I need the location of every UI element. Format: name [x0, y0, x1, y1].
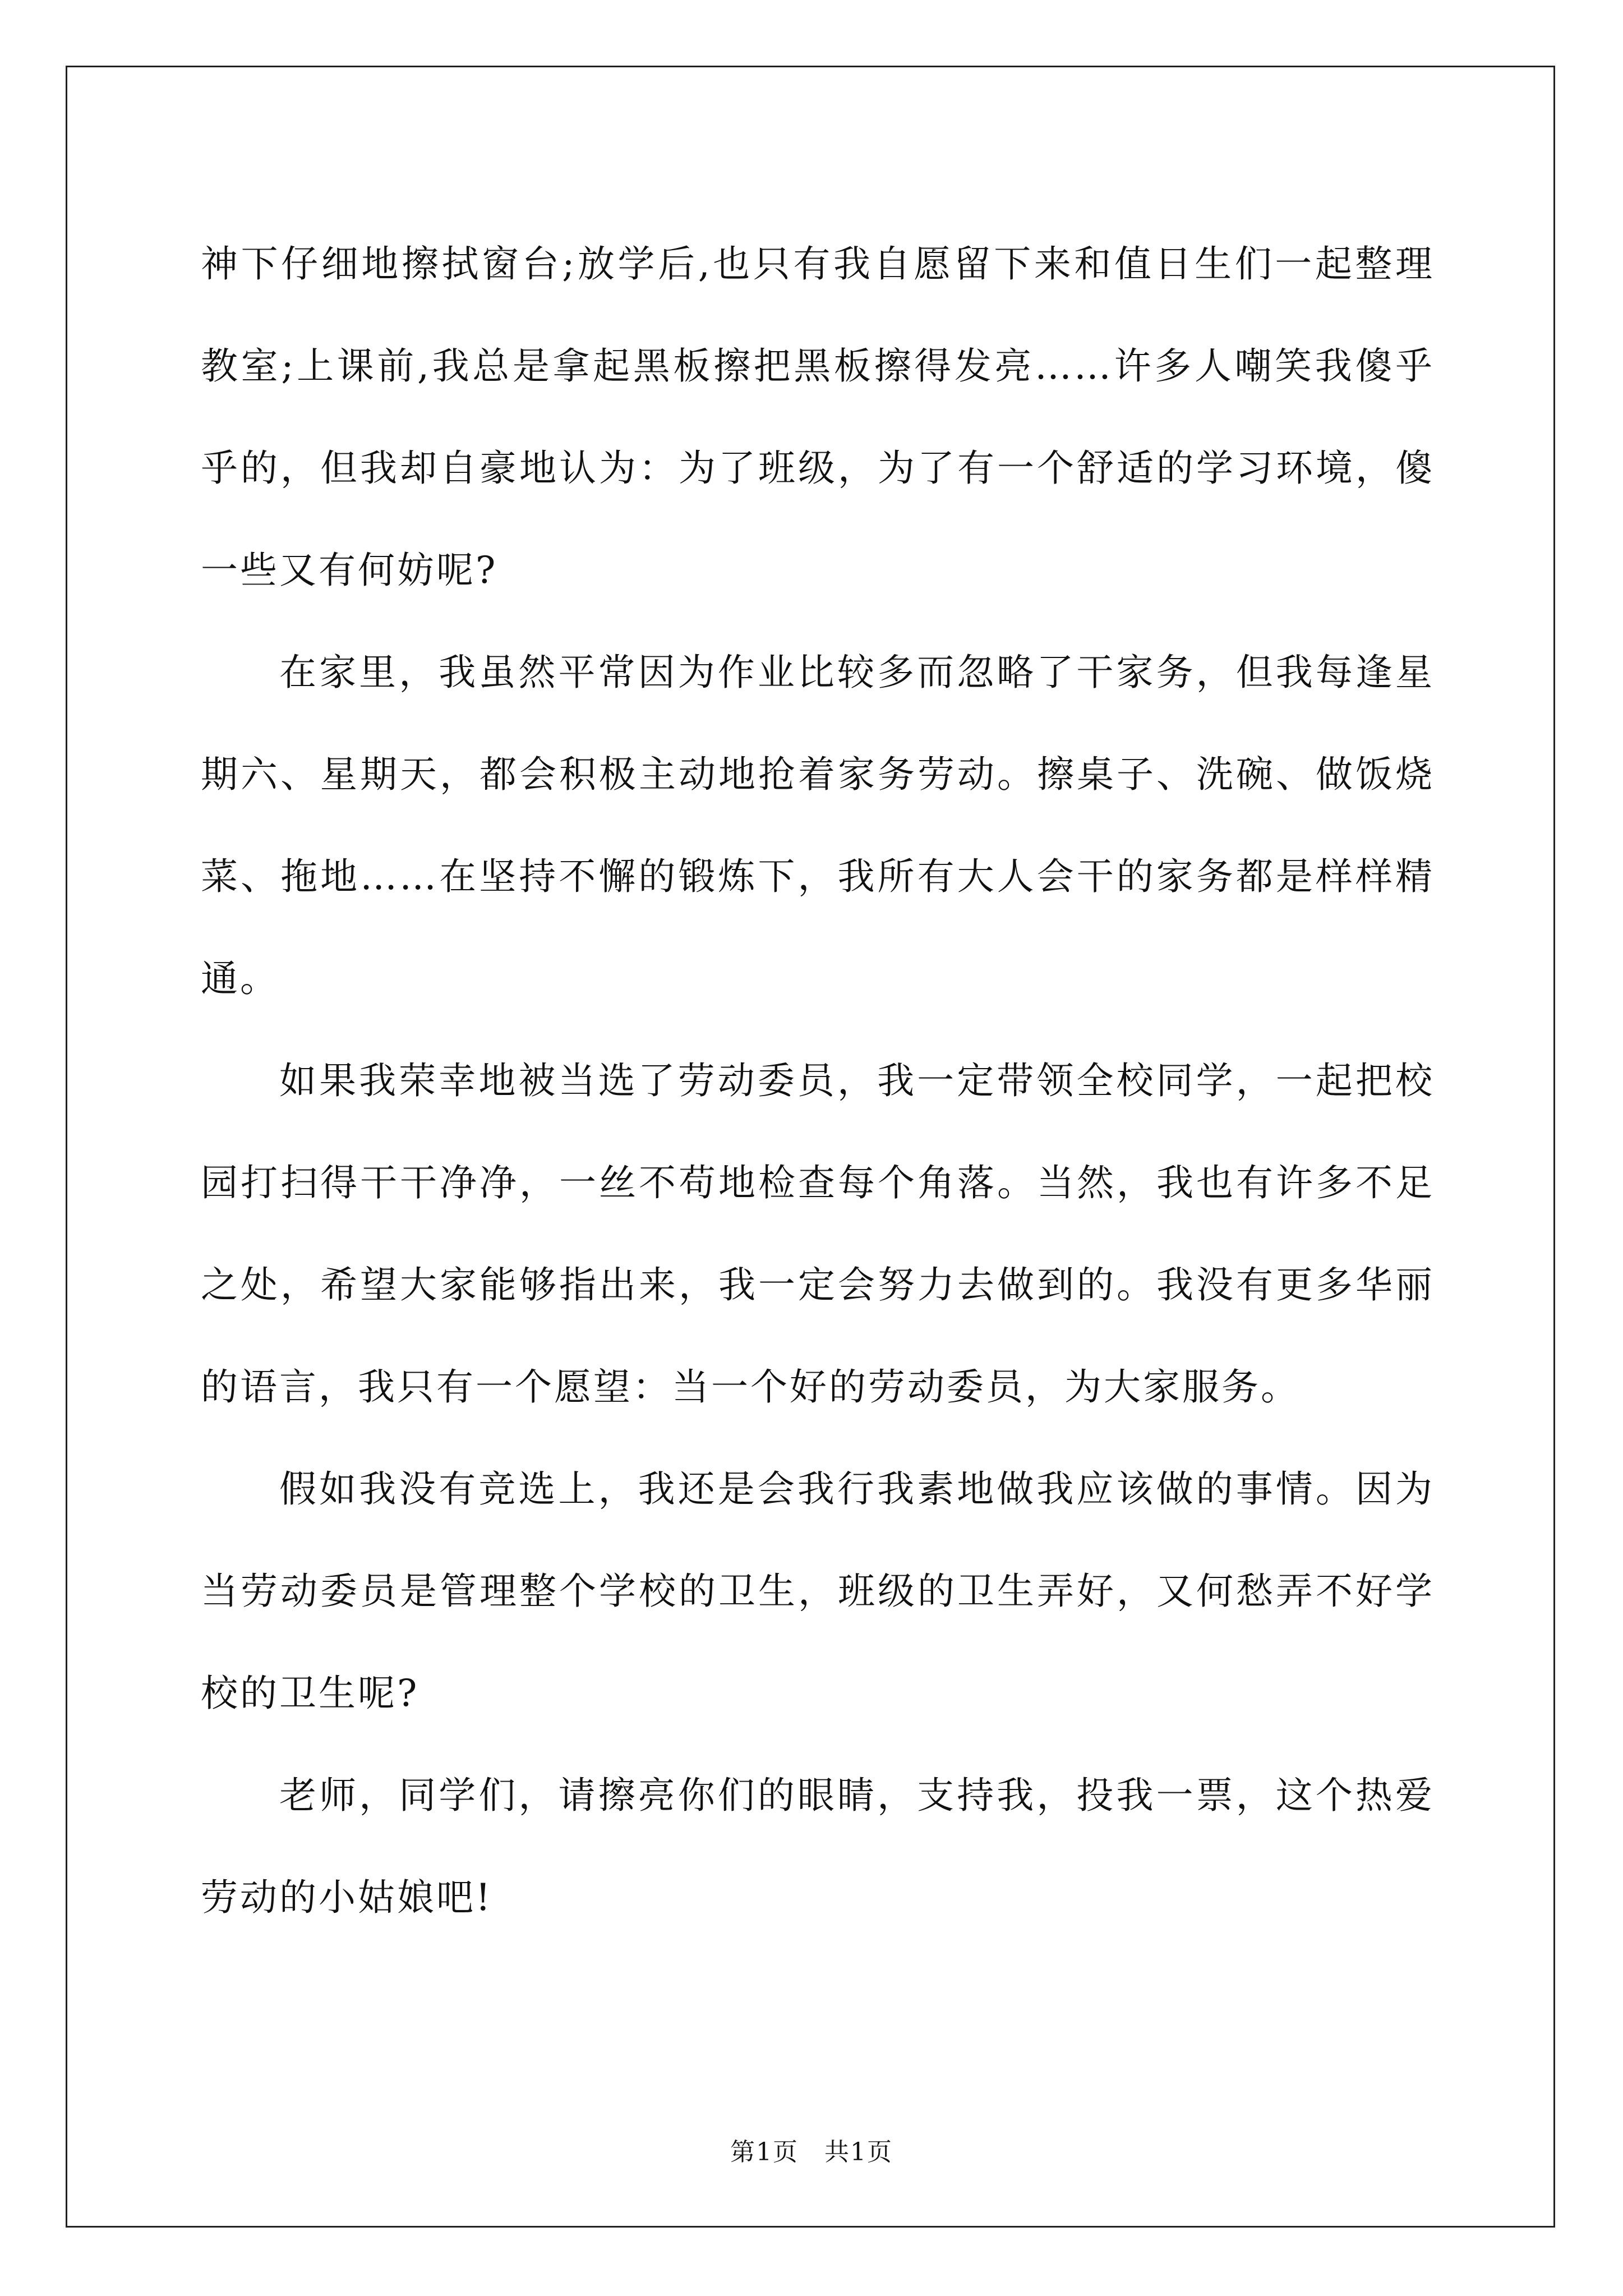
paragraph: 假如我没有竞选上，我还是会我行我素地做我应该做的事情。因为当劳动委员是管理整个学校的卫生，班级的卫生弄好，又何愁弄不好学校的卫生呢? — [201, 1467, 1435, 1715]
paragraph: 老师，同学们，请擦亮你们的眼睛，支持我，投我一票，这个热爱劳动的小姑娘吧! — [201, 1774, 1435, 1919]
paragraph: 在家里，我虽然平常因为作业比较多而忽略了干家务，但我每逢星期六、星期天，都会积极主动地抢着家务劳动。擦桌子、洗碗、做饭烧菜、拖地……在坚持不懈的锻炼下，我所有大人会干的家务都是样样精通。 — [201, 651, 1435, 1000]
page-footer: 第1页 共1页 — [730, 2138, 893, 2166]
document-body — [201, 213, 1435, 1949]
paragraph: 神下仔细地擦拭窗台;放学后,也只有我自愿留下来和值日生们一起整理教室;上课前,我总是拿起黑板擦把黑板擦得发亮……许多人嘲笑我傻乎乎的，但我却自豪地认为：为了班级，为了有一个舒适的学习环境，傻一些又有何妨呢? — [201, 242, 1435, 592]
paragraph: 如果我荣幸地被当选了劳动委员，我一定带领全校同学，一起把校园打扫得干干净净，一丝不苟地检查每个角落。当然，我也有许多不足之处，希望大家能够指出来，我一定会努力去做到的。我没有更多华丽的语言，我只有一个愿望：当一个好的劳动委员，为大家服务。 — [201, 1059, 1435, 1409]
